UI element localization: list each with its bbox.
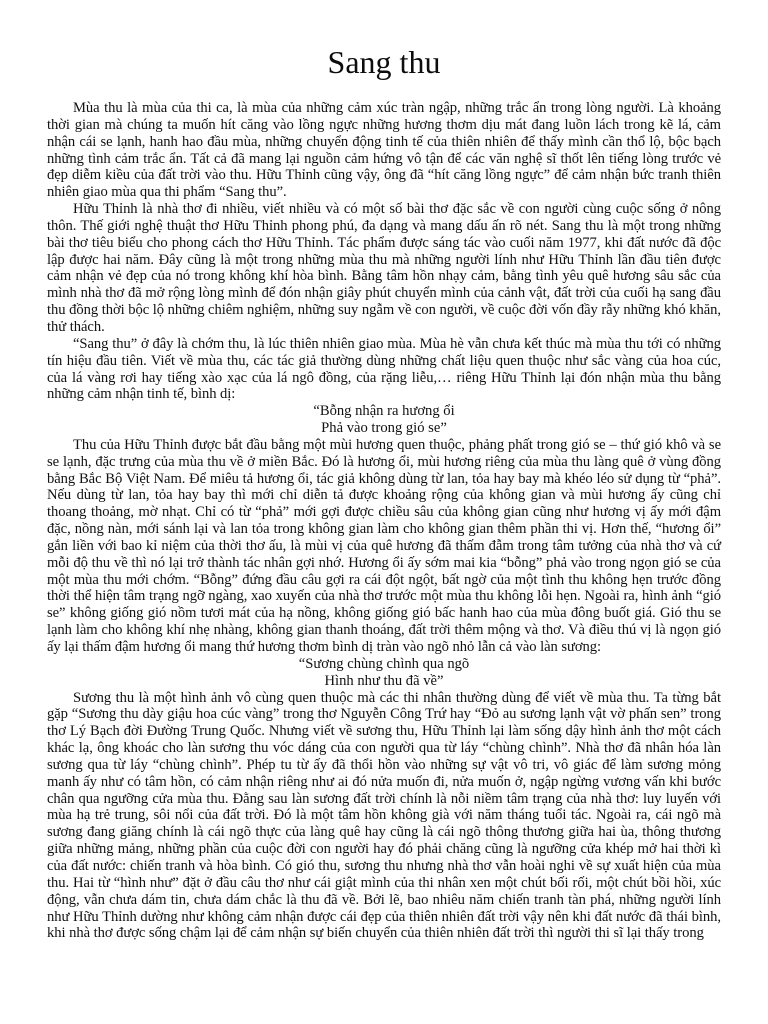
verse-line: Hình như thu đã về” xyxy=(324,672,444,689)
verse-quote-2 xyxy=(47,656,721,690)
document-page xyxy=(47,0,721,942)
paragraph-intro: Mùa thu là mùa của thi ca, là mùa của những cảm xúc tràn ngập, những trắc ẩn trong lòng người. Là khoảng thời gian mà chúng ta muốn hít căng vào lồng ngực những hương thơm dịu mát đang luồn lách trong kẽ lá, cảm nhận cái se lạnh, hanh hao đầu mùa, những chuyển động tinh tế của thiên nhiên để thấy mình cần thổ lộ, bộc bạch những tình cảm trắc ẩn. Tất cả đã mang lại nguồn cảm hứng vô tận để các văn nghệ sĩ thốt lên tiếng lòng trước vẻ đẹp diễm kiều của đất trời vào thu. Hữu Thỉnh cũng vậy, ông đã “hít căng lồng ngực” để cảm nhận bức tranh thiên nhiên giao mùa qua thi phẩm “Sang thu”. xyxy=(47,100,721,201)
paragraph-suong-thu: Sương thu là một hình ảnh vô cùng quen thuộc mà các thi nhân thường dùng để viết về mùa thu. Ta từng bắt gặp “Sương thu dày giậu hoa cúc vàng” trong thơ Nguyễn Công Trứ hay “Đỏ au sương lạnh vật vờ phấn sen” trong thơ Lý Bạch đời Đường Trung Quốc. Nhưng viết về sương thu, Hữu Thỉnh lại làm sống dậy hình ảnh thơ một cách khác lạ, ông khoác cho làn sương thu vóc dáng của con người qua từ láy “chùng chình”. Nhà thơ đã nhân hóa làn sương qua từ láy “chùng chình”. Phép tu từ ấy đã thổi hồn vào những sự vật vô tri, vô giác để làm sương mỏng manh ấy như có tâm hồn, có cảm nhận riêng như ai đó nửa muốn đi, nửa muốn ở, ngập ngừng vương vấn khi bước chân qua ngưỡng cửa mùa thu. Đằng sau làn sương đất trời chính là nỗi niềm tâm trạng của nhà thơ: luy luyến với mùa hạ trẻ trung, sôi nổi của đất trời. Đó là một tâm hồn không già với năm tháng tuổi tác. Ngoài ra, cái ngõ mà sương đang giăng chính là cái ngõ thực của làng quê hay cũng là cái ngõ thông thương giữa hai ùa, thông thương giữa những mảng, những phần của cuộc đời con người hay đó phải chăng cũng là ngưỡng cửa khép mở hai thời kì của đất nước: chiến tranh và hòa bình. Có gió thu, sương thu nhưng nhà thơ vẫn hoài nghi về sự xuất hiện của mùa thu. Hai từ “hình như” đặt ở đầu câu thơ như cái giật mình của thi nhân xen một chút bối rối, một chút bồi hồi, xúc động, vẫn chưa dám tin, chưa dám chắc là thu đã về. Bởi lẽ, bao nhiêu năm chiến tranh tàn phá, những người lính như Hữu Thỉnh dường như không cảm nhận được cái đẹp của thiên nhiên đất trời vậy nên khi đất nước đã thái bình, khi nhà thơ được sống chậm lại để cảm nhận sự biến chuyển của thiên nhiên đất trời thì người thi sĩ lại thấy trong xyxy=(47,689,721,942)
paragraph-author: Hữu Thỉnh là nhà thơ đi nhiều, viết nhiều và có một số bài thơ đặc sắc về con người cùng cuộc sống ở nông thôn. Thế giới nghệ thuật thơ Hữu Thỉnh phong phú, đa dạng và mang dấu ấn rõ nét. Sang thu là một trong những bài thơ tiêu biểu cho phong cách thơ Hữu Thỉnh. Tác phẩm được sáng tác vào cuối năm 1977, khi đất nước đã độc lập được hai năm. Đây cũng là một trong những mùa thu mà những người lính như Hữu Thỉnh lần đầu tiên được cảm nhận vẻ đẹp của nó trong không khí hòa bình. Bằng tâm hồn nhạy cảm, bằng tình yêu quê hương sâu sắc của mình nhà thơ đã mở rộng lòng mình để đón nhận giây phút chuyển mình của cảnh vật, đất trời của cuối hạ sang đầu thu đồng thời bộc lộ những chiêm nghiệm, những suy ngẫm về con người, về cuộc đời vốn đầy rẫy những khó khăn, thử thách. xyxy=(47,201,721,335)
verse-line: Phả vào trong gió se” xyxy=(321,420,447,437)
paragraph-huong-oi: Thu của Hữu Thỉnh được bắt đầu bằng một mùi hương quen thuộc, phảng phất trong gió se – thứ gió khô và se se lạnh, đặc trưng của mùa thu về ở miền Bắc. Đó là hương ổi, mùi hương riêng của mùa thu làng quê ở vùng đồng bằng Bắc Bộ Việt Nam. Để miêu tả hương ổi, tác giả không dùng từ lan, tỏa hay bay mà khéo léo sử dụng từ “phả”. Nếu dùng từ lan, tỏa hay bay thì mới chỉ diễn tả được khoảng rộng của không gian và mùi hương ấy cũng chỉ thoang thoảng, mờ nhạt. Chỉ có từ “phả” mới gợi được chiều sâu của không gian cũng như hương vị ấy mới đậm đặc, nồng nàn, mới sánh lại và lan tỏa trong không gian làm cho không gian thêm phần thi vị. Hơn thế, “hương ổi” gắn liền với bao kỉ niệm của thời thơ ấu, là mùi vị của quê hương đã thấm đẫm trong tâm tưởng của nhà thơ và cứ mỗi độ thu về thì nó lại trở thành tác nhân gợi nhớ. Hương ổi ấy sớm mai kia “bỗng” phả vào trong ngọn gió se của một mùa thu mới chớm. “Bỗng” đứng đầu câu gợi ra cái đột ngột, bất ngờ của một tình thu không hẹn trước đồng thời thể hiện tâm trạng ngỡ ngàng, xao xuyến của nhà thơ trước một mùa thu không lỗi hẹn. Ngoài ra, hình ảnh “gió se” không giống gió nồm tươi mát của hạ nồng, không giống gió bấc hanh hao của mùa đông buốt giá. Gió thu se lạnh làm cho không khí nhẹ nhàng, không gian thanh thoáng, đất trời thêm mộng và thơ. Và điều thú vị là ngọn gió ấy lại thấm đậm hương ổi mang thứ hương thơm bình dị tràn vào ngõ nhỏ lẫn cả vào làn sương: xyxy=(47,436,721,655)
document-body xyxy=(47,100,721,942)
verse-line: “Bỗng nhận ra hương ổi xyxy=(313,403,455,420)
verse-line: “Sương chùng chình qua ngõ xyxy=(298,655,470,672)
paragraph-sang-thu: “Sang thu” ở đây là chớm thu, là lúc thiên nhiên giao mùa. Mùa hè vẫn chưa kết thúc mà mùa thu tới có những tín hiệu đầu tiên. Viết về mùa thu, các tác giả thường dùng những chất liệu quen thuộc như sắc vàng của hoa cúc, của lá vàng rơi hay tiếng xào xạc của lá ngô đồng, của rặng liễu,… riêng Hữu Thỉnh lại đón nhận mùa thu bằng những cảm nhận tinh tế, bình dị: xyxy=(47,335,721,403)
document-title: Sang thu xyxy=(327,44,441,80)
verse-quote-1 xyxy=(47,403,721,437)
